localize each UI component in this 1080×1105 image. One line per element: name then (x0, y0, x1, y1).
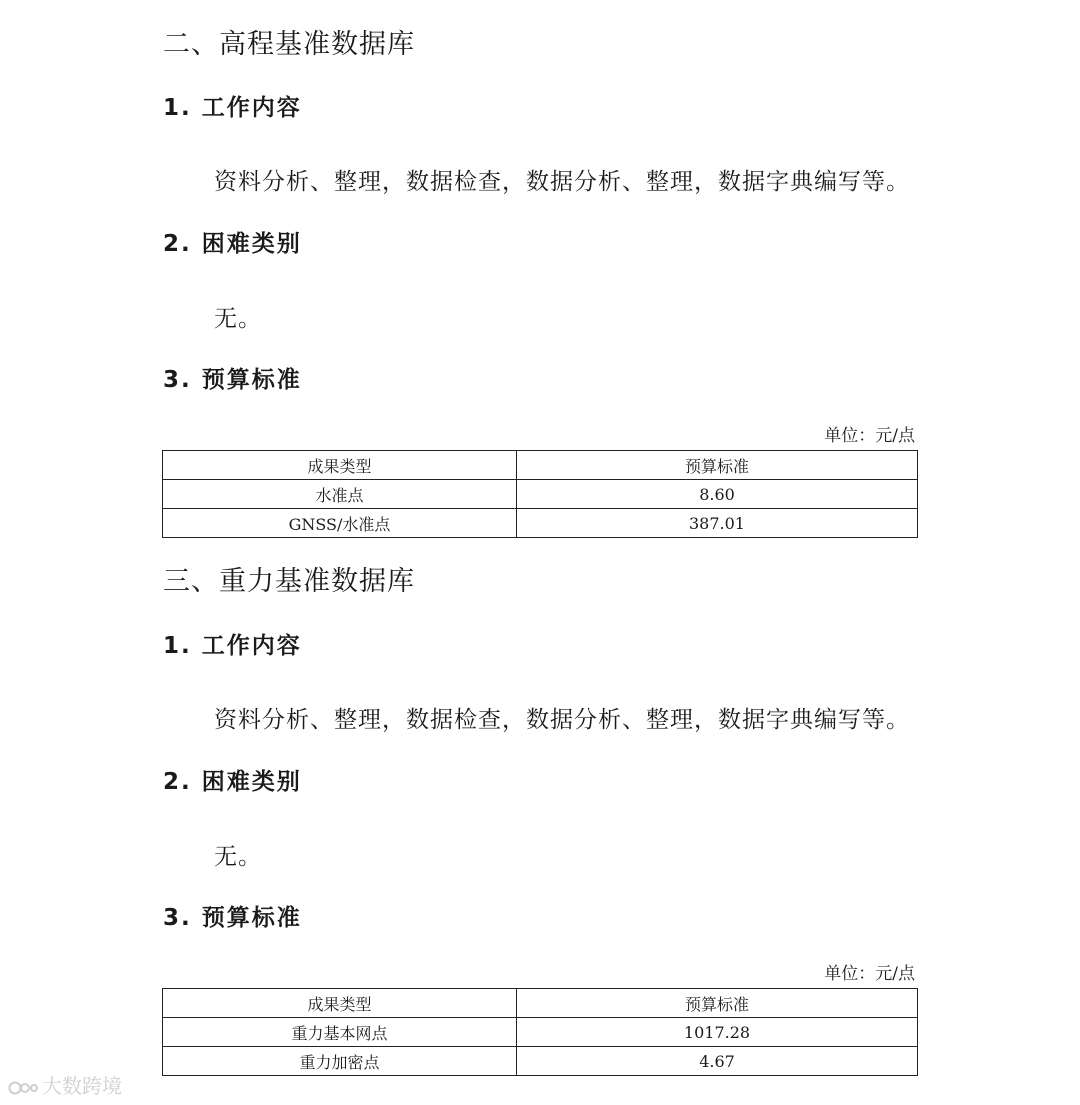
table-cell-type: 水准点 (163, 480, 517, 509)
work-content-title: 1. 工作内容 (163, 95, 302, 121)
table-cell-type: 重力基本网点 (163, 1018, 517, 1047)
budget-table-gravity (162, 988, 918, 1076)
unit-label: 单位：元/点 (824, 964, 915, 984)
section-heading-elevation: 二、高程基准数据库 (163, 29, 415, 60)
table-cell-value: 1017.28 (517, 1018, 918, 1047)
column-header-budget: 预算标准 (517, 989, 918, 1018)
table-header-row (163, 451, 918, 480)
brand-logo-icon (8, 1078, 40, 1098)
table-cell-value: 387.01 (517, 509, 918, 538)
table-cell-type: 重力加密点 (163, 1047, 517, 1076)
work-content-title: 1. 工作内容 (163, 633, 302, 659)
watermark (8, 1070, 122, 1099)
unit-label: 单位：元/点 (824, 426, 915, 446)
budget-title: 3. 预算标准 (163, 905, 302, 931)
table-row (163, 1018, 918, 1047)
table-row (163, 1047, 918, 1076)
difficulty-text: 无。 (214, 306, 262, 332)
column-header-type: 成果类型 (163, 451, 517, 480)
table-cell-value: 8.60 (517, 480, 918, 509)
column-header-budget: 预算标准 (517, 451, 918, 480)
table-row (163, 509, 918, 538)
column-header-type: 成果类型 (163, 989, 517, 1018)
work-content-text: 资料分析、整理，数据检查，数据分析、整理，数据字典编写等。 (214, 169, 910, 195)
difficulty-title: 2. 困难类别 (163, 231, 302, 257)
difficulty-title: 2. 困难类别 (163, 769, 302, 795)
table-cell-type: GNSS/水准点 (163, 509, 517, 538)
table-row (163, 480, 918, 509)
difficulty-text: 无。 (214, 844, 262, 870)
table-header-row (163, 989, 918, 1018)
watermark-text: 大数跨境 (42, 1074, 122, 1098)
budget-title: 3. 预算标准 (163, 367, 302, 393)
work-content-text: 资料分析、整理，数据检查，数据分析、整理，数据字典编写等。 (214, 707, 910, 733)
section-heading-gravity: 三、重力基准数据库 (163, 566, 415, 597)
table-cell-value: 4.67 (517, 1047, 918, 1076)
budget-table-elevation (162, 450, 918, 538)
